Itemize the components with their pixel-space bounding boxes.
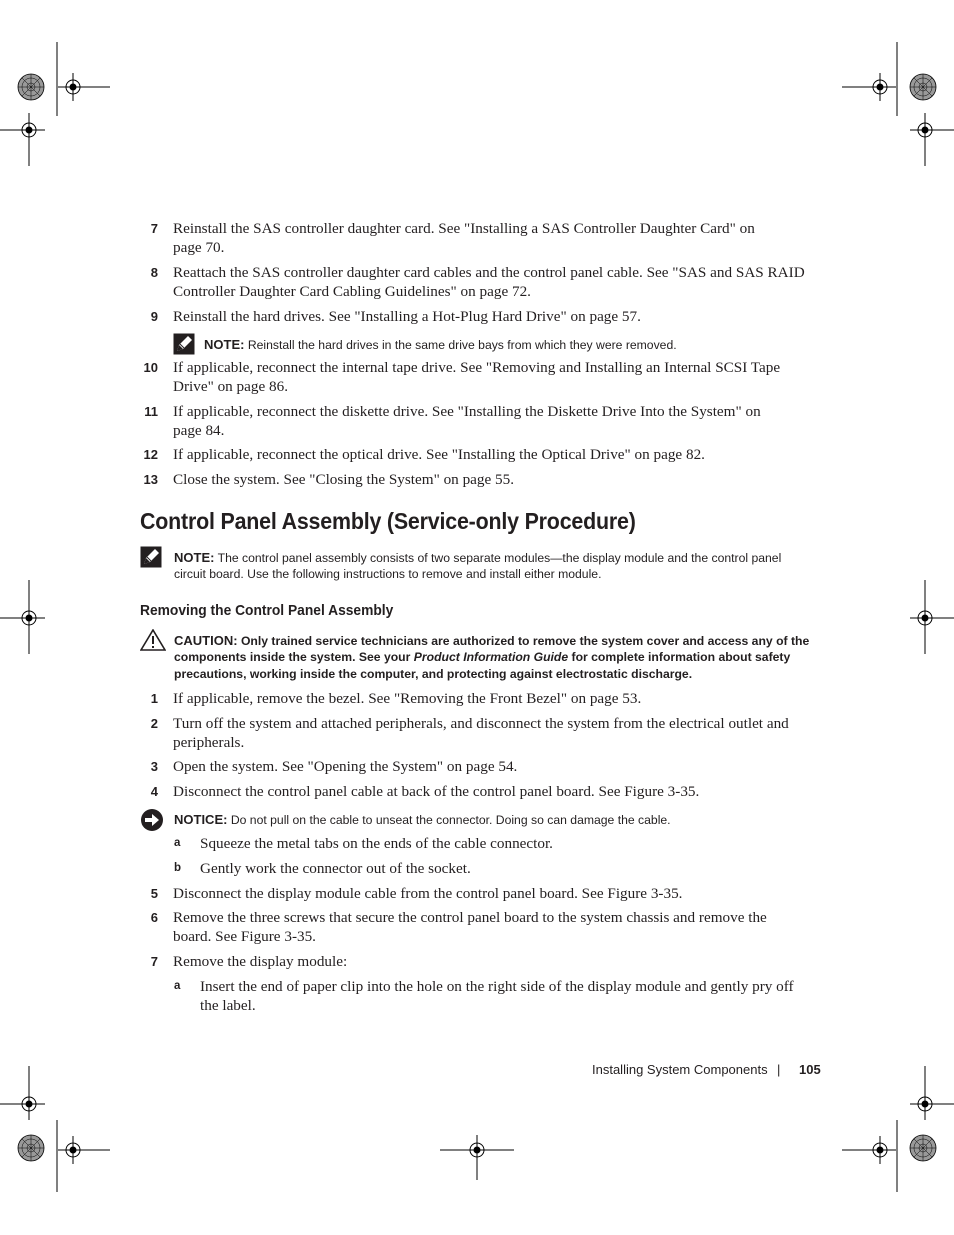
substep-letter: b bbox=[174, 862, 182, 874]
step-text: If applicable, reconnect the diskette drive. See "Installing the Diskette Drive Into the System" on bbox=[173, 403, 761, 420]
note-pencil-icon bbox=[140, 546, 162, 568]
step-text: Turn off the system and attached peripherals, and disconnect the system from the electrical outlet and bbox=[173, 715, 789, 732]
footer-separator: | bbox=[777, 1062, 781, 1077]
step-text: Close the system. See "Closing the System" on page 55. bbox=[173, 471, 515, 488]
step-number: 1 bbox=[150, 691, 158, 706]
substep-letter: a bbox=[174, 980, 181, 992]
notice-label: NOTICE: bbox=[174, 812, 228, 827]
caution-text: Only trained service technicians are authorized to remove the system cover and access any of the bbox=[240, 634, 810, 648]
footer-section-title: Installing System Components bbox=[592, 1062, 768, 1077]
step-number: 2 bbox=[150, 716, 158, 731]
note-text-cont: circuit board. Use the following instructions to remove and install either module. bbox=[174, 567, 602, 581]
page-number: 105 bbox=[799, 1062, 821, 1077]
step-text: Disconnect the control panel cable at back of the control panel board. See Figure 3-35. bbox=[173, 783, 700, 800]
note-label: NOTE: bbox=[204, 337, 245, 352]
substep-text: Gently work the connector out of the socket. bbox=[200, 860, 471, 877]
note-text: The control panel assembly consists of two separate modules—the display module and the control panel bbox=[217, 551, 782, 565]
substep-letter: a bbox=[174, 837, 181, 849]
step-text: If applicable, reconnect the internal tape drive. See "Removing and Installing an Internal SCSI Tape bbox=[173, 359, 781, 376]
substep-text: Insert the end of paper clip into the hole on the right side of the display module and gently pry off bbox=[200, 978, 794, 995]
caution-guide-title: Product Information Guide bbox=[413, 650, 569, 664]
step-number: 9 bbox=[150, 309, 158, 324]
step-number: 7 bbox=[150, 221, 158, 236]
step-number: 12 bbox=[143, 447, 158, 462]
step-text-cont: board. See Figure 3-35. bbox=[173, 928, 316, 945]
step-text: Disconnect the display module cable from the control panel board. See Figure 3-35. bbox=[173, 885, 683, 902]
step-number: 7 bbox=[150, 954, 158, 969]
step-number: 4 bbox=[150, 784, 158, 799]
substep-text: Squeeze the metal tabs on the ends of the cable connector. bbox=[200, 835, 553, 852]
step-number: 8 bbox=[150, 265, 158, 280]
step-text-cont: Drive" on page 86. bbox=[173, 378, 289, 395]
step-text-cont: page 84. bbox=[173, 422, 225, 439]
subsection-heading: Removing the Control Panel Assembly bbox=[140, 602, 394, 619]
section-heading: Control Panel Assembly (Service-only Procedure) bbox=[140, 508, 636, 534]
step-number: 3 bbox=[150, 759, 158, 774]
step-number: 6 bbox=[150, 910, 158, 925]
note-pencil-icon bbox=[173, 333, 195, 355]
substep-text-cont: the label. bbox=[200, 997, 256, 1014]
caution-text-cont2: for complete information about safety bbox=[568, 650, 791, 664]
step-text: Remove the three screws that secure the control panel board to the system chassis and remove the bbox=[173, 909, 767, 926]
step-number: 10 bbox=[143, 360, 158, 375]
step-text: Reinstall the hard drives. See "Installing a Hot-Plug Hard Drive" on page 57. bbox=[173, 308, 641, 325]
step-text: Reinstall the SAS controller daughter card. See "Installing a SAS Controller Daughter Card" on bbox=[173, 220, 755, 237]
step-number: 13 bbox=[143, 472, 158, 487]
notice-arrow-icon bbox=[140, 808, 164, 832]
note-label: NOTE: bbox=[174, 550, 215, 565]
step-number: 5 bbox=[150, 886, 158, 901]
step-text: Open the system. See "Opening the System" on page 54. bbox=[173, 758, 518, 775]
caution-label: CAUTION: bbox=[174, 633, 238, 648]
notice-text: Do not pull on the cable to unseat the connector. Doing so can damage the cable. bbox=[230, 813, 671, 827]
caution-text-cont: components inside the system. See your bbox=[174, 650, 414, 664]
caution-text-end: precautions, working inside the computer, and protecting against electrostatic discharge. bbox=[174, 667, 693, 681]
note-text: Reinstall the hard drives in the same drive bays from which they were removed. bbox=[247, 338, 677, 352]
caution-triangle-icon bbox=[140, 629, 166, 651]
step-number: 11 bbox=[144, 404, 158, 419]
step-text: If applicable, remove the bezel. See "Removing the Front Bezel" on page 53. bbox=[173, 690, 642, 707]
step-text: Remove the display module: bbox=[173, 953, 348, 970]
step-text: Reattach the SAS controller daughter card cables and the control panel cable. See "SAS and SAS RAID bbox=[173, 264, 805, 281]
step-text-cont: page 70. bbox=[173, 239, 225, 256]
step-text-cont: peripherals. bbox=[173, 734, 245, 751]
step-text-cont: Controller Daughter Card Cabling Guidelines" on page 72. bbox=[173, 283, 531, 300]
step-text: If applicable, reconnect the optical drive. See "Installing the Optical Drive" on page 82. bbox=[173, 446, 705, 463]
